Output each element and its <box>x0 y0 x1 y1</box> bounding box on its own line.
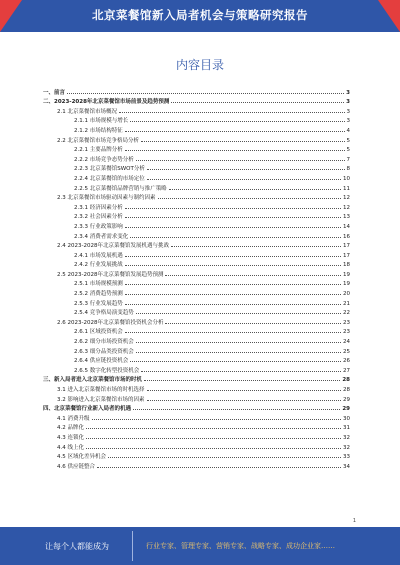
toc-entry-label: 2.4.2 行业发展挑战 <box>74 262 123 269</box>
toc-entry-page: 30 <box>343 415 350 422</box>
toc-entry-label: 一、前言 <box>43 89 66 96</box>
toc-entry-label: 2.4 2023-2028年北京菜餐馆发展机遇与挑战 <box>57 243 169 250</box>
toc-entry-page: 3 <box>346 99 350 106</box>
toc-heading: 内容目录 <box>175 58 224 72</box>
toc-entry[interactable] <box>43 326 350 336</box>
toc-entry-label: 2.4.1 市场发展机遇 <box>74 252 123 259</box>
toc-entry-label: 四、北京菜餐馆行业新入局者的机遇 <box>43 406 132 413</box>
toc-leader-dots <box>125 131 345 132</box>
toc-entry[interactable] <box>43 134 350 144</box>
toc-entry-page: 19 <box>343 281 350 288</box>
toc-leader-dots <box>133 409 340 410</box>
toc-leader-dots <box>97 467 341 468</box>
toc-entry-label: 2.2.5 北京菜餐馆品牌营销与推广策略 <box>74 185 167 192</box>
toc-entry-label: 3.1 进入北京菜餐馆市场的时机选择 <box>57 387 145 393</box>
toc-entry[interactable] <box>43 278 350 288</box>
toc-entry-page: 3 <box>346 89 350 96</box>
toc-entry-label: 2.1.1 市场规模与增长 <box>74 118 129 125</box>
toc-leader-dots <box>130 121 344 122</box>
toc-entry-page: 28 <box>343 387 350 393</box>
toc-entry-label: 2.6.1 区域投资机会 <box>74 329 123 336</box>
toc-entry-label: 4.2 品牌化 <box>57 425 84 432</box>
toc-leader-dots <box>125 208 341 209</box>
toc-leader-dots <box>86 448 341 449</box>
toc-leader-dots <box>125 265 341 266</box>
toc-entry-label: 2.3.3 行业政策影响 <box>74 223 123 230</box>
header-bar <box>0 0 400 32</box>
toc-leader-dots <box>86 428 341 429</box>
toc-entry-label: 三、新入局者进入北京菜餐馆市场的时机 <box>43 377 143 384</box>
toc-entry-label: 2.6.4 供应链投资机会 <box>74 358 129 365</box>
toc-entry-page: 13 <box>343 214 350 221</box>
toc-entry-label: 4.6 供应链整合 <box>57 463 95 470</box>
toc-entry-page: 26 <box>343 358 350 365</box>
footer-divider <box>132 531 133 561</box>
toc-entry[interactable] <box>43 144 350 154</box>
toc-entry[interactable] <box>43 383 350 393</box>
toc-entry-label: 2.6.5 数字化转型投资机会 <box>74 367 140 374</box>
toc-entry[interactable] <box>43 249 350 259</box>
toc-entry-label: 2.2.3 北京菜餐馆SWOT分析 <box>74 166 145 173</box>
toc-entry[interactable] <box>43 259 350 269</box>
toc-entry-label: 2.6.2 细分市场投资机会 <box>74 339 134 346</box>
toc-entry-label: 4.5 区域化差异机会 <box>57 454 106 461</box>
toc-entry-page: 25 <box>343 348 350 355</box>
toc-leader-dots <box>86 438 341 439</box>
toc-entry[interactable] <box>43 105 350 115</box>
toc-entry[interactable] <box>43 374 350 384</box>
toc-entry[interactable] <box>43 86 350 96</box>
toc-entry-label: 2.3.2 社会因素分析 <box>74 214 123 221</box>
toc-entry-page: 14 <box>343 223 350 230</box>
toc-entry-label: 2.6.3 细分品类投资机会 <box>74 348 134 355</box>
toc-leader-dots <box>171 246 341 247</box>
footer-bar <box>0 527 400 565</box>
toc-entry-page: 23 <box>343 329 350 336</box>
toc-entry[interactable] <box>43 355 350 365</box>
toc-leader-dots <box>147 400 342 401</box>
toc-entry[interactable] <box>43 307 350 317</box>
toc-entry-label: 2.2.4 北京菜餐馆的市场定位 <box>74 175 145 182</box>
toc-entry[interactable] <box>43 268 350 278</box>
footer-slogan: 让每个人都能成为 <box>45 542 109 551</box>
report-title: 北京菜餐馆新入局者机会与策略研究报告 <box>92 8 308 22</box>
toc-leader-dots <box>130 237 341 238</box>
toc-entry-page: 8 <box>346 166 350 173</box>
toc-entry[interactable] <box>43 124 350 134</box>
toc-entry-label: 2.3.4 消费者需求变化 <box>74 233 129 240</box>
toc-entry[interactable] <box>43 211 350 221</box>
toc-entry-label: 二、2023-2028年北京菜餐馆市场前景及趋势预测 <box>43 99 170 106</box>
toc-entry-label: 4.3 连锁化 <box>57 434 84 441</box>
toc-entry-page: 3 <box>346 108 350 115</box>
toc-entry-page: 32 <box>343 444 350 451</box>
toc-entry-page: 29 <box>343 396 350 403</box>
toc-leader-dots <box>171 102 344 103</box>
toc-entry-page: 21 <box>343 300 350 307</box>
toc-leader-dots <box>125 150 345 151</box>
toc-entry-page: 32 <box>343 434 350 441</box>
toc-entry-page: 28 <box>342 377 350 384</box>
toc-entry[interactable] <box>43 460 350 470</box>
toc-leader-dots <box>108 457 341 458</box>
toc-leader-dots <box>141 371 341 372</box>
footer-tagline: 行业专家、管理专家、营销专家、战略专家、成功企业家…… <box>146 542 335 550</box>
toc-entry-label: 2.2 北京菜餐馆市场竞争格局分析 <box>57 137 139 144</box>
toc-entry-page: 22 <box>343 310 350 317</box>
toc-leader-dots <box>125 217 341 218</box>
toc-entry[interactable] <box>43 172 350 182</box>
toc-entry[interactable] <box>43 182 350 192</box>
toc-entry[interactable] <box>43 230 350 240</box>
toc-entry[interactable] <box>43 96 350 106</box>
toc-leader-dots <box>169 189 341 190</box>
toc-entry[interactable] <box>43 240 350 250</box>
toc-entry[interactable] <box>43 201 350 211</box>
toc-entry-page: 7 <box>346 156 350 163</box>
toc-entry-page: 17 <box>343 252 350 259</box>
toc-entry-page: 20 <box>343 291 350 298</box>
toc-entry-page: 5 <box>346 137 350 144</box>
toc-leader-dots <box>136 352 341 353</box>
toc-entry-page: 12 <box>343 195 350 202</box>
toc-leader-dots <box>119 112 345 113</box>
toc-entry-page: 29 <box>342 406 350 413</box>
page-number: 1 <box>352 518 356 524</box>
toc-entry[interactable] <box>43 316 350 326</box>
toc-entry-page: 16 <box>343 233 350 240</box>
toc-entry-label: 3.2 影响进入北京菜餐馆市场的因素 <box>57 396 145 403</box>
toc-entry[interactable] <box>43 297 350 307</box>
toc-entry-label: 2.3 北京菜餐馆市场驱动因素与制约因素 <box>57 195 156 202</box>
toc-leader-dots <box>125 332 341 333</box>
toc-entry-label: 2.2.2 市场竞争态势分析 <box>74 156 134 163</box>
toc-entry-label: 2.5.1 市场规模预测 <box>74 281 123 288</box>
toc-leader-dots <box>67 93 344 94</box>
toc-entry-page: 17 <box>343 243 350 250</box>
toc-entry-page: 23 <box>343 319 350 326</box>
toc-leader-dots <box>125 284 341 285</box>
toc-entry[interactable] <box>43 192 350 202</box>
toc-leader-dots <box>136 160 345 161</box>
toc-entry[interactable] <box>43 451 350 461</box>
toc-entry-page: 11 <box>343 185 350 192</box>
toc-entry-label: 2.6 2023-2028年北京菜餐馆投资机会分析 <box>57 319 164 326</box>
toc-entry[interactable] <box>43 364 350 374</box>
toc-entry-label: 2.3.1 经济因素分析 <box>74 204 123 211</box>
toc-entry[interactable] <box>43 393 350 403</box>
toc-entry[interactable] <box>43 412 350 422</box>
toc-leader-dots <box>125 227 341 228</box>
toc-entry[interactable] <box>43 422 350 432</box>
toc-leader-dots <box>136 313 341 314</box>
toc-entry-page: 31 <box>343 425 350 432</box>
toc-entry-label: 4.1 消费升级 <box>57 415 90 422</box>
header-right-accent <box>378 0 400 32</box>
toc-entry[interactable] <box>43 153 350 163</box>
toc-entry-page: 4 <box>346 127 350 134</box>
toc-entry-page: 34 <box>343 463 350 470</box>
toc-leader-dots <box>136 342 341 343</box>
toc-entry-label: 2.5.3 行业发展趋势 <box>74 300 123 307</box>
toc-leader-dots <box>125 256 341 257</box>
toc-leader-dots <box>147 179 341 180</box>
toc-entry[interactable] <box>43 163 350 173</box>
toc-entry[interactable] <box>43 115 350 125</box>
toc-leader-dots <box>125 304 341 305</box>
toc-leader-dots <box>165 323 341 324</box>
toc-leader-dots <box>144 380 340 381</box>
toc-leader-dots <box>130 361 341 362</box>
toc-entry[interactable] <box>43 287 350 297</box>
toc-entry-page: 12 <box>343 204 350 211</box>
toc-entry-page: 33 <box>343 454 350 461</box>
toc-entry-label: 2.1 北京菜餐馆市场概况 <box>57 108 117 115</box>
toc-entry[interactable] <box>43 335 350 345</box>
toc-entry-label: 2.2.1 主要品牌分析 <box>74 147 123 154</box>
toc-entry[interactable] <box>43 431 350 441</box>
toc-entry-label: 2.5.4 竞争格局演变趋势 <box>74 310 134 317</box>
toc-entry[interactable] <box>43 345 350 355</box>
toc-entry-page: 18 <box>343 262 350 269</box>
toc-entry-label: 4.4 线上化 <box>57 444 84 451</box>
toc-leader-dots <box>92 419 342 420</box>
toc-leader-dots <box>165 275 341 276</box>
toc-entry-page: 10 <box>343 175 350 182</box>
toc-entry[interactable] <box>43 403 350 413</box>
toc-entry-page: 5 <box>346 147 350 154</box>
toc-leader-dots <box>141 141 345 142</box>
table-of-contents <box>43 86 350 470</box>
toc-leader-dots <box>158 198 342 199</box>
toc-leader-dots <box>125 294 341 295</box>
toc-entry-label: 2.5.2 消费趋势预测 <box>74 291 123 298</box>
toc-entry-page: 19 <box>343 271 350 278</box>
toc-entry-page: 3 <box>346 118 350 125</box>
toc-entry[interactable] <box>43 441 350 451</box>
toc-entry-label: 2.5 2023-2028年北京菜餐馆发展趋势预测 <box>57 271 164 278</box>
toc-entry-label: 2.1.2 市场结构特征 <box>74 127 123 134</box>
toc-leader-dots <box>147 169 345 170</box>
toc-entry-page: 24 <box>343 339 350 346</box>
toc-entry[interactable] <box>43 220 350 230</box>
toc-leader-dots <box>147 390 342 391</box>
toc-entry-page: 27 <box>343 367 350 374</box>
